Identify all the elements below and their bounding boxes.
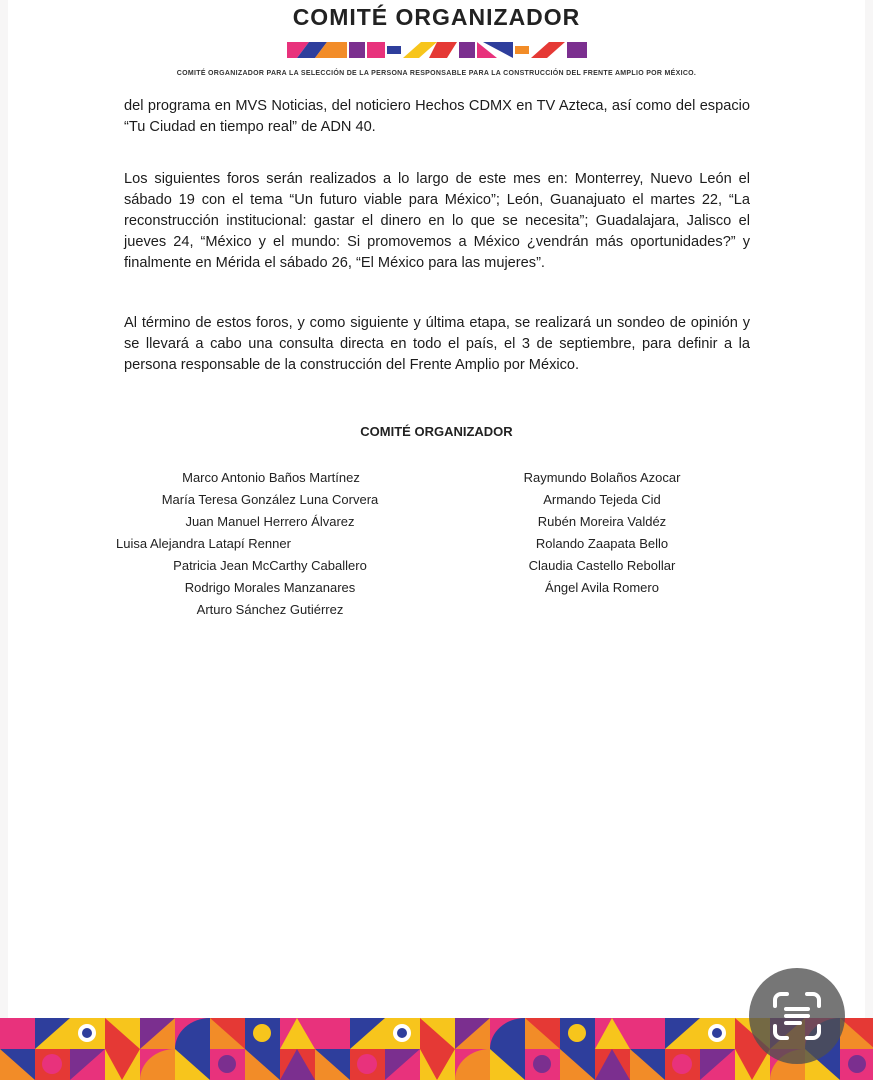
signatory-name: María Teresa González Luna Corvera	[161, 492, 379, 507]
text-scan-icon	[771, 990, 823, 1042]
signatory-name: Marco Antonio Baños Martínez	[182, 470, 360, 485]
paragraph-1: del programa en MVS Noticias, del noticiero Hechos CDMX en TV Azteca, así como del espacio “Tu Ciudad en tiempo real” de ADN 40.	[124, 98, 750, 135]
signatory-name: Patricia Jean McCarthy Caballero	[173, 558, 367, 573]
signatory-name: Ángel Avila Romero	[545, 580, 659, 595]
document-title: COMITÉ ORGANIZADOR	[292, 4, 581, 30]
signatory-name: Arturo Sánchez Gutiérrez	[196, 602, 344, 617]
decorative-footer-pattern	[0, 1018, 873, 1080]
signatory-name: Rolando Zaapata Bello	[535, 536, 669, 551]
document-subtitle: COMITÉ ORGANIZADOR PARA LA SELECCIÓN DE LA PERSONA RESPONSABLE PARA LA CONSTRUCCIÓN DEL FRENTE AMPLIO POR MÉXICO.	[176, 70, 697, 77]
signatory-name: Rodrigo Morales Manzanares	[184, 580, 356, 595]
signatory-name: Armando Tejeda Cid	[543, 492, 661, 507]
signatory-name: Luisa Alejandra Latapí Renner	[116, 536, 291, 551]
signatures-right-column	[470, 467, 734, 599]
signatory-name: Raymundo Bolaños Azocar	[523, 470, 681, 485]
text-scan-button[interactable]	[749, 968, 845, 1064]
paragraph-3: Al término de estos foros, y como siguiente y última etapa, se realizará un sondeo de opinión y se llevará a cabo una consulta directa en todo el país, el 3 de septiembre, para definir a la persona responsable de la construcción del Frente Amplio por México.	[124, 315, 750, 373]
decorative-color-band	[287, 42, 587, 58]
signatures-heading: COMITÉ ORGANIZADOR	[360, 424, 513, 439]
signatory-name: Claudia Castello Rebollar	[528, 558, 676, 573]
signatures-left-column	[110, 467, 430, 621]
signatory-name: Rubén Moreira Valdéz	[537, 514, 667, 529]
signatory-name: Juan Manuel Herrero Álvarez	[185, 514, 355, 529]
paragraph-2: Los siguientes foros serán realizados a lo largo de este mes en: Monterrey, Nuevo León el sábado 19 con el tema “Un futuro viable para México”; León, Guanajuato el martes 22, “La reconstrucción institucional: gastar el dinero en lo que se necesita”; Guadalajara, Jalisco el jueves 24, “México y el mundo: Si promovemos a México ¿vendrán más oportunidades?” y finalmente en Mérida el sábado 26, “El México para las mujeres”.	[124, 171, 750, 271]
